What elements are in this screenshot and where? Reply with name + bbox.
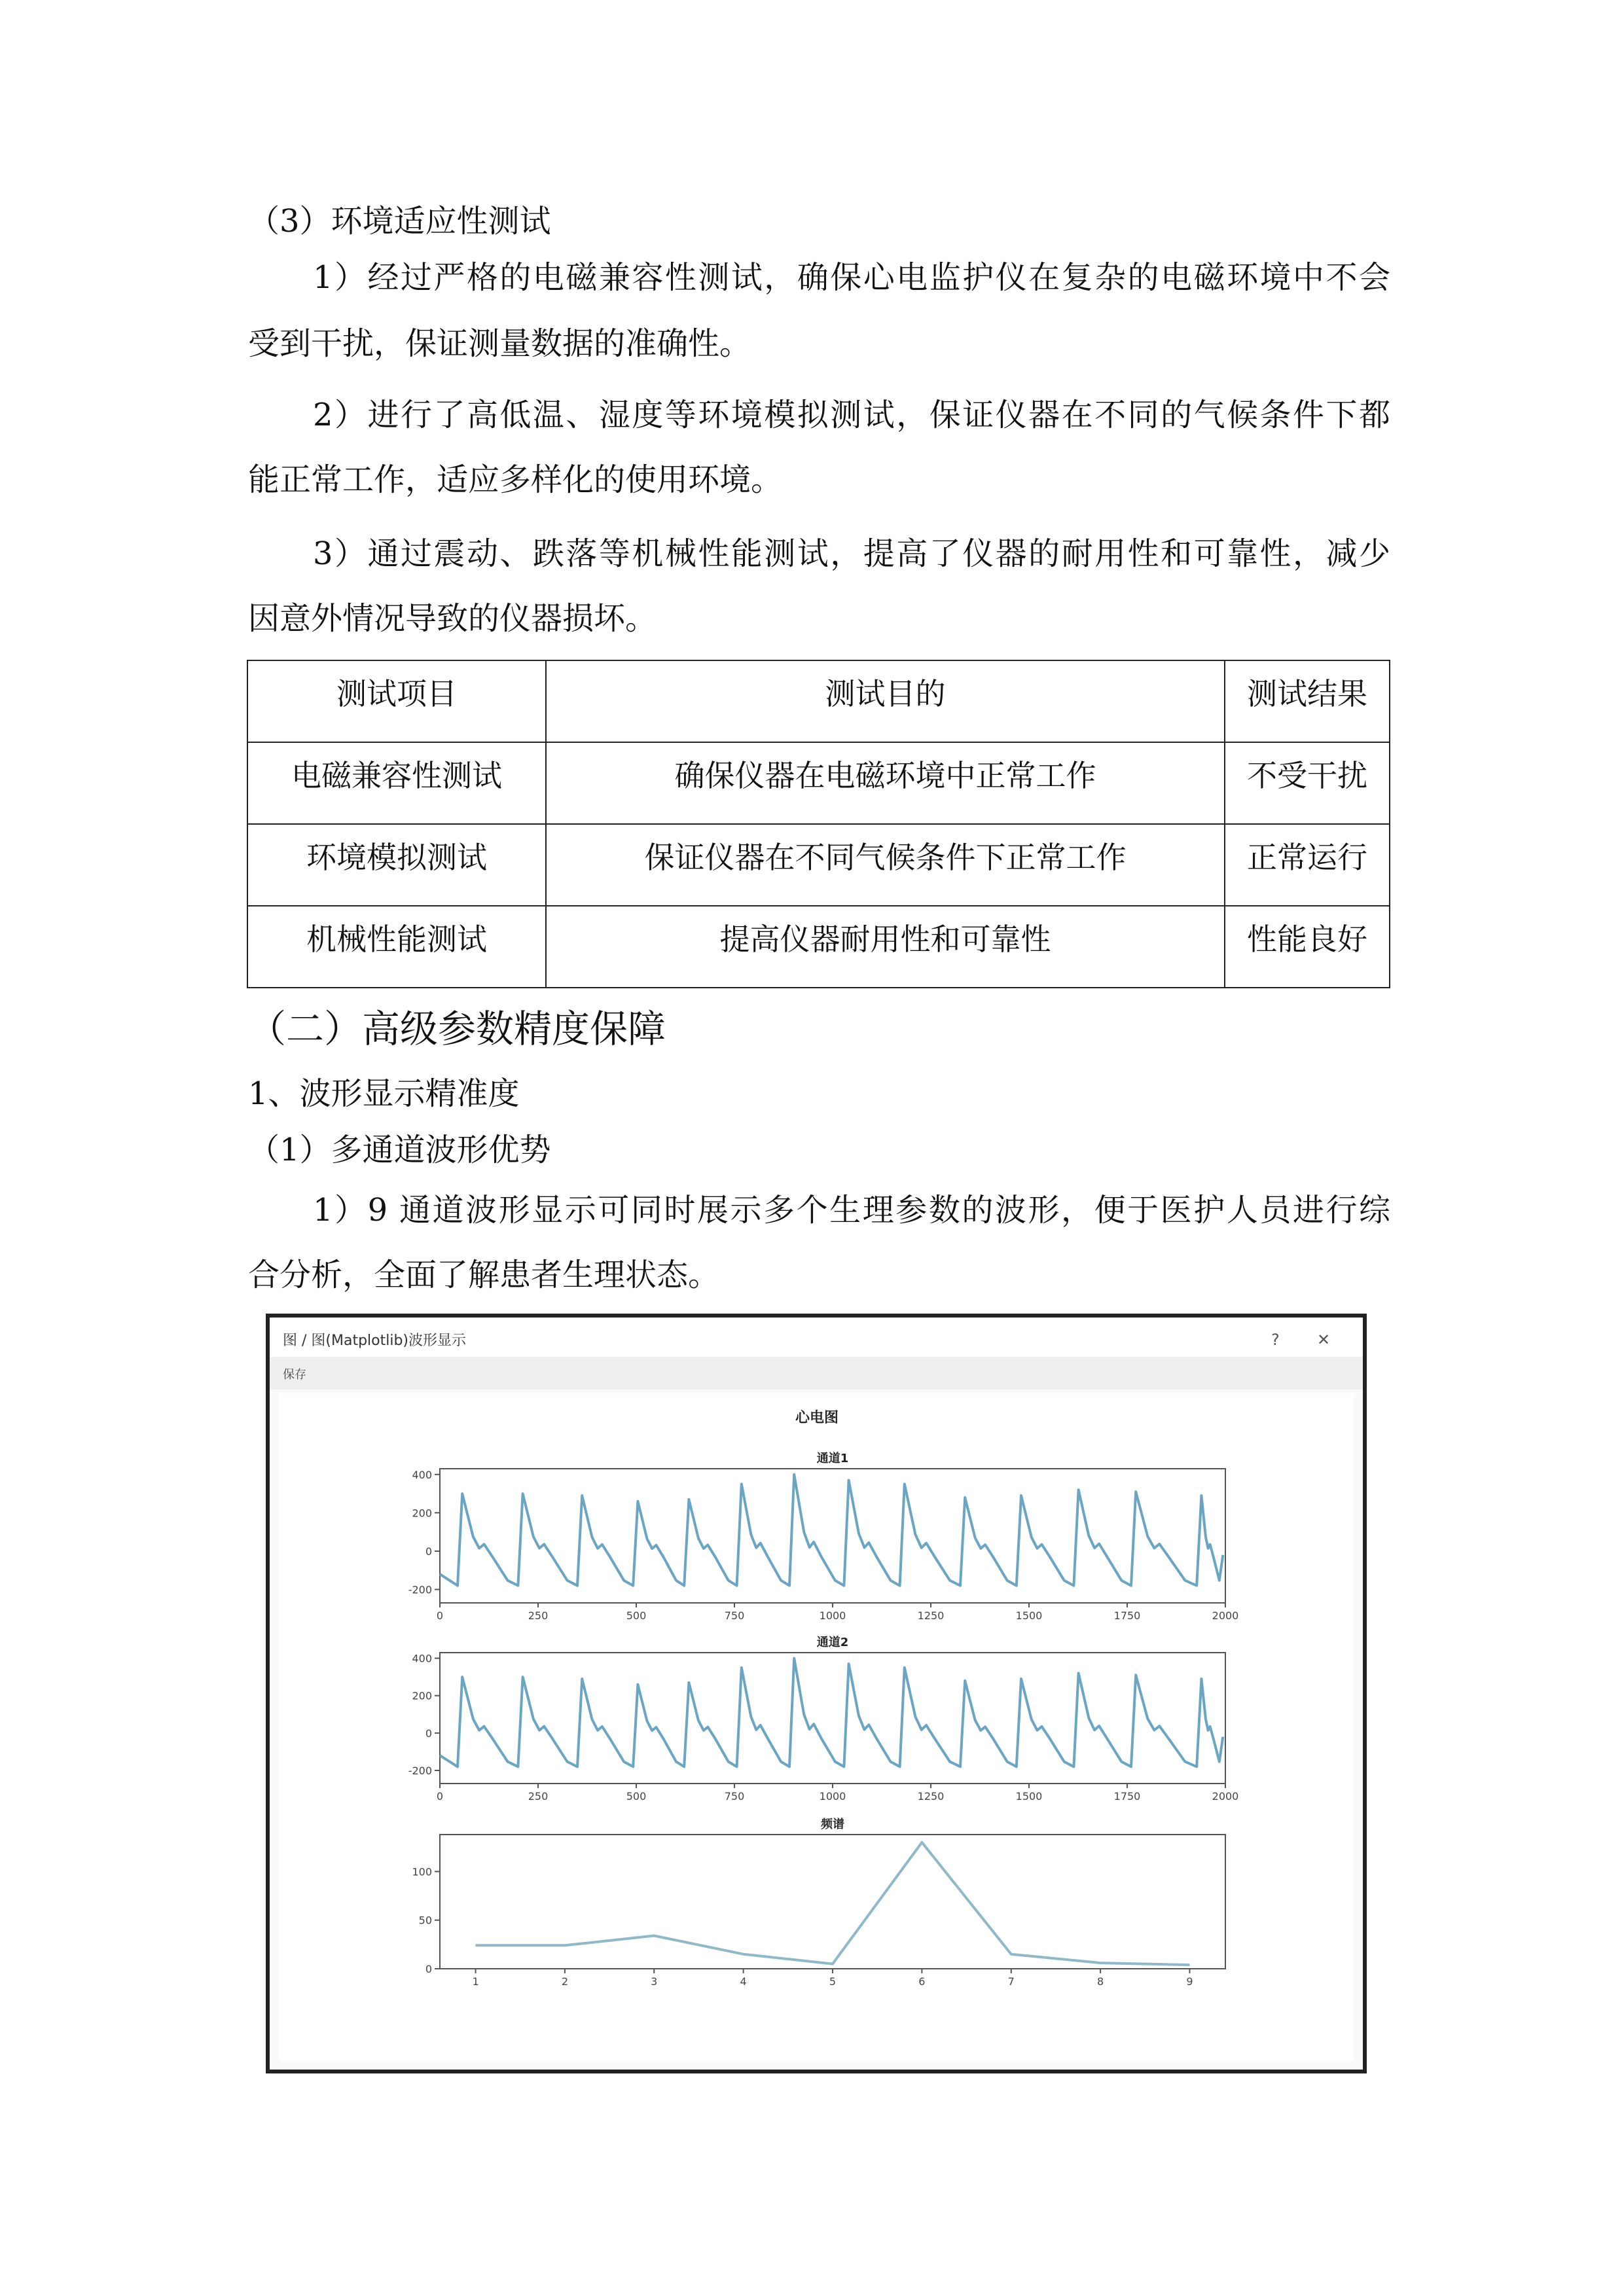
paragraph-line: 因意外情况导致的仪器损坏。 [248, 600, 657, 637]
y-tick-label: 100 [412, 1865, 432, 1878]
table-cell: 不受干扰 [1225, 742, 1390, 824]
paragraph-line: 能正常工作，适应多样化的使用环境。 [248, 461, 783, 498]
figure-suptitle: 心电图 [795, 1410, 839, 1426]
heading-section-2: （二）高级参数精度保障 [248, 1007, 666, 1051]
x-tick-label: 250 [528, 1609, 549, 1622]
x-tick-label: 8 [1096, 1975, 1104, 1988]
subplot-title: 通道1 [816, 1452, 849, 1465]
subplot-title: 通道2 [816, 1636, 849, 1649]
x-tick-label: 1500 [1015, 1790, 1043, 1803]
section-title: （3）环境适应性测试 [248, 203, 551, 240]
x-tick-label: 1000 [819, 1609, 846, 1622]
x-tick-label: 0 [436, 1609, 444, 1622]
x-tick-label: 500 [626, 1790, 647, 1803]
y-tick-label: 200 [412, 1689, 432, 1702]
x-tick-label: 750 [724, 1609, 745, 1622]
x-tick-label: 2000 [1212, 1609, 1239, 1622]
subplot-title: 频谱 [821, 1818, 844, 1831]
paragraph-line: 合分析，全面了解患者生理状态。 [248, 1257, 720, 1293]
y-tick-label: 50 [418, 1914, 432, 1927]
y-tick-label: 0 [425, 1545, 432, 1558]
x-tick-label: 250 [528, 1790, 549, 1803]
paragraph-line: 1）9 通道波形显示可同时展示多个生理参数的波形，便于医护人员进行综 [313, 1192, 1390, 1229]
x-tick-label: 1750 [1113, 1790, 1141, 1803]
x-tick-label: 3 [651, 1975, 658, 1988]
x-tick-label: 0 [436, 1790, 444, 1803]
toolbar-save-button[interactable]: 保存 [283, 1368, 306, 1382]
x-tick-label: 500 [626, 1609, 647, 1622]
table-row [247, 742, 1390, 824]
y-tick-label: 400 [412, 1468, 432, 1481]
y-tick-label: 400 [412, 1652, 432, 1665]
x-tick-label: 1750 [1113, 1609, 1141, 1622]
paragraph-line: 3）通过震动、跌落等机械性能测试，提高了仪器的耐用性和可靠性，减少 [313, 535, 1390, 572]
x-tick-label: 1000 [819, 1790, 846, 1803]
axes-frame [440, 1835, 1225, 1969]
x-tick-label: 2000 [1212, 1790, 1239, 1803]
table-header-row [247, 660, 1390, 742]
axes-frame [440, 1653, 1225, 1784]
table-cell: 电磁兼容性测试 [247, 742, 546, 824]
table-cell: 提高仪器耐用性和可靠性 [546, 906, 1225, 988]
table-row [247, 824, 1390, 906]
paragraph-line: 受到干扰，保证测量数据的准确性。 [248, 325, 751, 362]
y-tick-label: -200 [408, 1583, 432, 1596]
y-tick-label: 0 [425, 1963, 432, 1975]
close-button[interactable]: ✕ [1317, 1331, 1331, 1349]
x-tick-label: 4 [740, 1975, 747, 1988]
y-tick-label: 0 [425, 1727, 432, 1740]
x-tick-label: 750 [724, 1790, 745, 1803]
x-tick-label: 9 [1186, 1975, 1193, 1988]
x-tick-label: 7 [1007, 1975, 1015, 1988]
table-cell: 确保仪器在电磁环境中正常工作 [546, 742, 1225, 824]
paragraph-line: 2）进行了高低温、湿度等环境模拟测试，保证仪器在不同的气候条件下都 [313, 397, 1390, 433]
matplotlib-window-screenshot [266, 1314, 1367, 2073]
help-button[interactable]: ? [1271, 1331, 1280, 1349]
table-cell: 保证仪器在不同气候条件下正常工作 [546, 824, 1225, 906]
figure-svg [270, 1318, 1363, 2070]
y-tick-label: 200 [412, 1507, 432, 1520]
table-cell: 环境模拟测试 [247, 824, 546, 906]
axes-frame [440, 1469, 1225, 1603]
table-header: 测试项目 [247, 660, 546, 742]
y-tick-label: -200 [408, 1765, 432, 1777]
toolbar [270, 1357, 1363, 1390]
x-tick-label: 6 [918, 1975, 926, 1988]
heading-subsection: 1、波形显示精准度 [248, 1075, 520, 1112]
paragraph-line: 1）经过严格的电磁兼容性测试，确保心电监护仪在复杂的电磁环境中不会 [313, 259, 1390, 296]
table-cell: 机械性能测试 [247, 906, 546, 988]
table-row [247, 906, 1390, 988]
test-results-table [247, 660, 1390, 988]
table-cell: 性能良好 [1225, 906, 1390, 988]
x-tick-label: 1500 [1015, 1609, 1043, 1622]
x-tick-label: 5 [829, 1975, 837, 1988]
heading-subsubsection: （1）多通道波形优势 [248, 1132, 551, 1168]
table-cell: 正常运行 [1225, 824, 1390, 906]
x-tick-label: 1 [472, 1975, 479, 1988]
x-tick-label: 1250 [917, 1790, 945, 1803]
table-header: 测试目的 [546, 660, 1225, 742]
table-header: 测试结果 [1225, 660, 1390, 742]
window-title: 图 / 图(Matplotlib)波形显示 [283, 1333, 467, 1349]
x-tick-label: 2 [561, 1975, 569, 1988]
x-tick-label: 1250 [917, 1609, 945, 1622]
